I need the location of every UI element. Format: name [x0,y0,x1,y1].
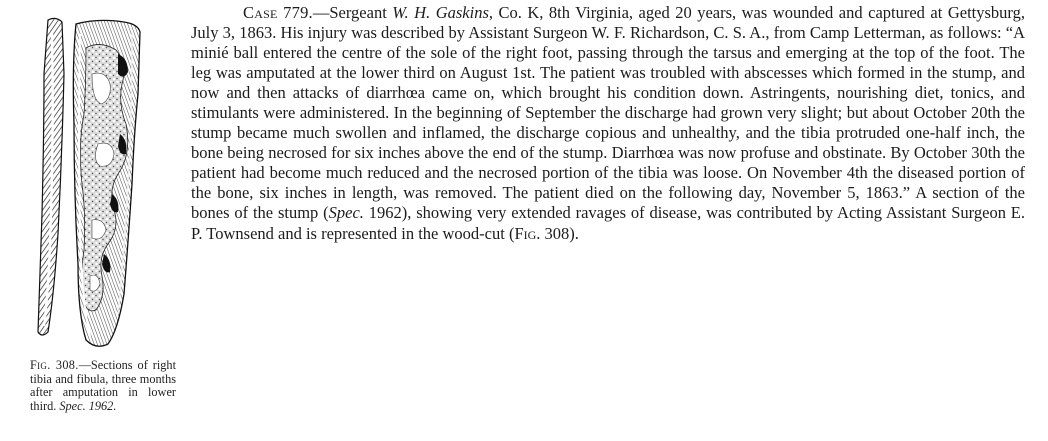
patient-name: W. H. Gaskins [392,3,489,22]
bone-illustration [28,14,178,354]
case-text-1: —Sergeant [312,3,393,22]
case-text-4: ). [569,223,579,243]
figure-caption-label: Fig. 308. [30,358,79,372]
case-text-3: 1962), showing very extended ravages of disease, was contributed by Acting Assistant Surgeon E. P. Townsend and is represented in the wood-cut ( [191,203,1025,243]
figure-reference: Fig. 308 [514,223,570,243]
specimen-reference: Spec. [328,203,364,223]
case-number: Case 779. [243,3,313,22]
case-report-paragraph [191,3,1025,244]
case-text-2: , Co. K, 8th Virginia, aged 20 years, was wounded and captured at Gettysburg, July 3, 1863. His injury was described by Assistant Surgeon W. F. Richardson, C. S. A., from Camp Letterman, as follows: “A minié ball entered the centre of the sole of the right foot, passing through the tarsus and emerging at the top of the foot. The leg was amputated at the lower third on August 1st. The patient was troubled with abscesses which formed in the stump, and now and then attacks of diarrhœa came on, which brought his condition down. Astringents, nourishing diet, tonics, and stimulants were administered. In the beginning of September the discharge had grown very slight; but about October 20th the stump became much swollen and inflamed, the discharge copious and unhealthy, and the tibia protruded one-half inch, the bone being necrosed for six inches above the end of the stump. Diarrhœa was now profuse and obstinate. By October 30th the patient had become much reduced and the necrosed portion of the tibia was loose. On November 4th the diseased portion of the bone, six inches in length, was removed. The patient died on the following day, November 5, 1863.” A section of the bones of the stump ( [191,3,1025,223]
bone-specimen-woodcut [28,14,178,354]
figure-caption [30,359,176,413]
figure-caption-text: —Sections of right tibia and fibula, three months after amputation in lower third. [30,358,176,413]
figure-caption-spec: Spec. 1962. [59,398,117,413]
